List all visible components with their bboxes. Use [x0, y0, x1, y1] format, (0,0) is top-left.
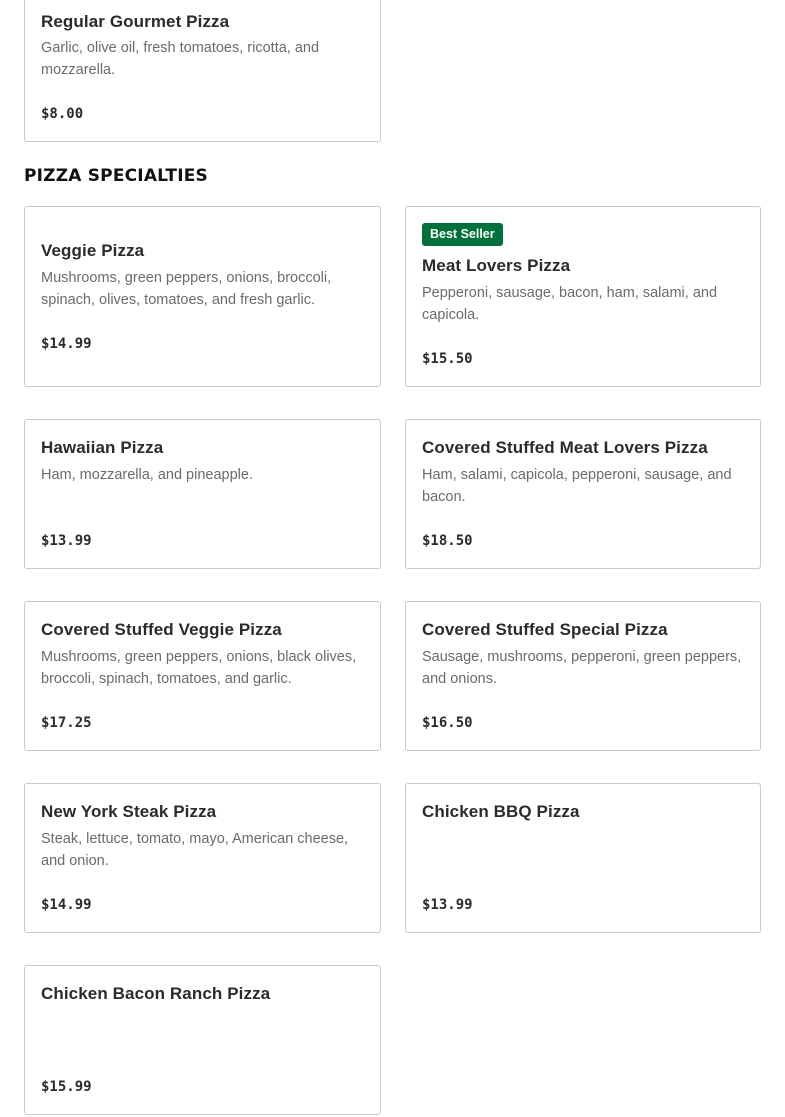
menu-item-price: $15.50 — [422, 351, 473, 367]
menu-item-description: Garlic, olive oil, fresh tomatoes, ricotta, and mozzarella. — [41, 40, 320, 78]
menu-item-card-covered-stuffed-special-pizza[interactable] — [405, 601, 761, 751]
menu-item-description: Steak, lettuce, tomato, mayo, American cheese, and onion. — [41, 831, 349, 869]
menu-item-description: Ham, mozzarella, and pineapple. — [41, 467, 253, 483]
menu-item-name: Covered Stuffed Special Pizza — [422, 620, 668, 639]
menu-item-description: Ham, salami, capicola, pepperoni, sausage, and bacon. — [422, 467, 732, 505]
menu-item-card-hawaiian-pizza[interactable] — [24, 419, 381, 569]
menu-item-description: Mushrooms, green peppers, onions, broccoli, spinach, olives, tomatoes, and fresh garlic. — [41, 270, 332, 308]
menu-item-card-covered-stuffed-veggie-pizza[interactable] — [24, 601, 381, 751]
menu-item-name: Covered Stuffed Veggie Pizza — [41, 620, 282, 639]
menu-item-name: Regular Gourmet Pizza — [41, 12, 230, 31]
menu-item-card-chicken-bacon-ranch-pizza[interactable] — [24, 965, 381, 1115]
menu-item-name: Meat Lovers Pizza — [422, 256, 571, 275]
menu-item-price: $14.99 — [41, 897, 92, 913]
menu-item-name: Veggie Pizza — [41, 241, 145, 260]
menu-item-card-veggie-pizza[interactable] — [24, 206, 381, 387]
menu-item-card-new-york-steak-pizza[interactable] — [24, 783, 381, 933]
menu-item-price: $13.99 — [422, 897, 473, 913]
menu-item-price: $15.99 — [41, 1079, 92, 1095]
menu-item-price: $17.25 — [41, 715, 92, 731]
menu-item-price: $13.99 — [41, 533, 92, 549]
menu-item-name: Covered Stuffed Meat Lovers Pizza — [422, 438, 708, 457]
best-seller-badge: Best Seller — [422, 223, 503, 246]
menu-item-card-meat-lovers-pizza[interactable] — [405, 206, 761, 387]
menu-item-price: $14.99 — [41, 336, 92, 352]
menu-item-name: New York Steak Pizza — [41, 802, 217, 821]
menu-item-price: $18.50 — [422, 533, 473, 549]
menu-item-description: Pepperoni, sausage, bacon, ham, salami, and capicola. — [422, 285, 718, 323]
menu-item-price: $16.50 — [422, 715, 473, 731]
section-title-pizza-specialties: PIZZA SPECIALTIES — [24, 166, 208, 186]
menu-item-card-covered-stuffed-meat-lovers-pizza[interactable] — [405, 419, 761, 569]
menu-item-name: Chicken BBQ Pizza — [422, 802, 580, 821]
menu-item-description: Sausage, mushrooms, pepperoni, green peppers, and onions. — [422, 649, 742, 687]
menu-item-card-regular-gourmet-pizza[interactable] — [24, 0, 381, 142]
menu-item-card-chicken-bbq-pizza[interactable] — [405, 783, 761, 933]
menu-item-price: $8.00 — [41, 106, 84, 122]
menu-item-description: Mushrooms, green peppers, onions, black olives, broccoli, spinach, tomatoes, and garlic. — [41, 649, 357, 687]
menu-item-name: Hawaiian Pizza — [41, 438, 164, 457]
menu-item-name: Chicken Bacon Ranch Pizza — [41, 984, 271, 1003]
